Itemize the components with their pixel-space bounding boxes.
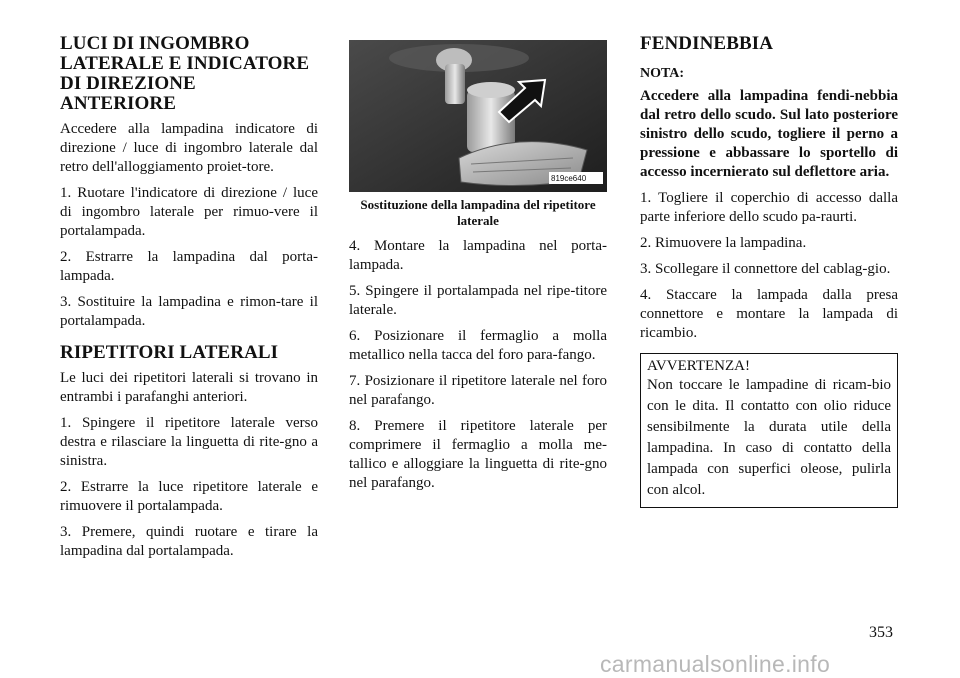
step-d-4: 4. Staccare la lampada dalla presa connettore e montare la lampada di ricambio. bbox=[640, 287, 898, 341]
page-number: 353 bbox=[869, 624, 893, 641]
warning-text: Non toccare le lampadine di ricam-bio con le dita. Il contatto con olio riduce sensibilmente la durata utile della lampadina. In caso di contatto della lampada con superfici oleose, pulirla con alcol. bbox=[647, 377, 891, 498]
step-c-7: 7. Posizionare il ripetitore laterale nel foro nel parafango. bbox=[349, 373, 607, 408]
intro-side-repeaters: Le luci dei ripetitori laterali si trovano in entrambi i parafanghi anteriori. bbox=[60, 370, 318, 405]
heading-side-repeaters: RIPETITORI LATERALI bbox=[60, 342, 279, 363]
watermark: carmanualsonline.info bbox=[600, 651, 831, 677]
warning-box bbox=[640, 353, 898, 508]
step-a-2: 2. Estrarre la lampadina dal porta-lampada. bbox=[60, 249, 318, 284]
column-left bbox=[60, 34, 318, 568]
column-middle bbox=[349, 40, 607, 500]
step-d-2: 2. Rimuovere la lampadina. bbox=[640, 235, 807, 251]
step-a-1: 1. Ruotare l'indicatore di direzione / luce di ingombro laterale per rimuo-vere il portalampada. bbox=[60, 185, 318, 239]
bulb-replacement-photo bbox=[349, 40, 607, 192]
figure-code: 819ce640 bbox=[551, 174, 587, 183]
step-c-4: 4. Montare la lampadina nel porta-lampada. bbox=[349, 238, 607, 273]
step-d-3: 3. Scollegare il connettore del cablag-gio. bbox=[640, 261, 891, 277]
step-b-3: 3. Premere, quindi ruotare e tirare la lampadina dal portalampada. bbox=[60, 524, 318, 559]
step-c-8: 8. Premere il ripetitore laterale per comprimere il fermaglio a molla me-tallico e alloggiare la linguetta di rite-gno nel parafango. bbox=[349, 418, 607, 491]
note-text: Accedere alla lampadina fendi-nebbia dal retro dello scudo. Sul lato posteriore sinistro dello scudo, togliere il perno a pressione e abbassare lo sportello di accesso incernierato sul deflettore aria. bbox=[640, 88, 898, 180]
step-b-2: 2. Estrarre la luce ripetitore laterale e rimuovere il portalampada. bbox=[60, 479, 318, 514]
intro-front-lights: Accedere alla lampadina indicatore di direzione / luce di ingombro laterale dal retro dell'alloggiamento proiet-tore. bbox=[60, 121, 318, 175]
step-c-5: 5. Spingere il portalampada nel ripe-titore laterale. bbox=[349, 283, 607, 318]
step-d-1: 1. Togliere il coperchio di accesso dalla parte inferiore dello scudo pa-raurti. bbox=[640, 190, 898, 225]
warning-title: AVVERTENZA! bbox=[647, 358, 750, 374]
step-c-6: 6. Posizionare il fermaglio a molla metallico nella tacca del foro para-fango. bbox=[349, 328, 607, 363]
note-label: NOTA: bbox=[640, 66, 685, 81]
heading-front-lights: LUCI DI INGOMBRO LATERALE E INDICATORE DI DIREZIONE ANTERIORE bbox=[60, 33, 310, 114]
figure-caption: Sostituzione della lampadina del ripetitore laterale bbox=[360, 197, 596, 228]
step-a-3: 3. Sostituire la lampadina e rimon-tare il portalampada. bbox=[60, 294, 318, 329]
column-right bbox=[640, 34, 898, 508]
step-b-1: 1. Spingere il ripetitore laterale verso destra e rilasciare la linguetta di rite-gno a sinistra. bbox=[60, 415, 318, 469]
heading-fog-lights: FENDINEBBIA bbox=[640, 33, 774, 54]
bulb-photo-illustration bbox=[349, 40, 607, 192]
